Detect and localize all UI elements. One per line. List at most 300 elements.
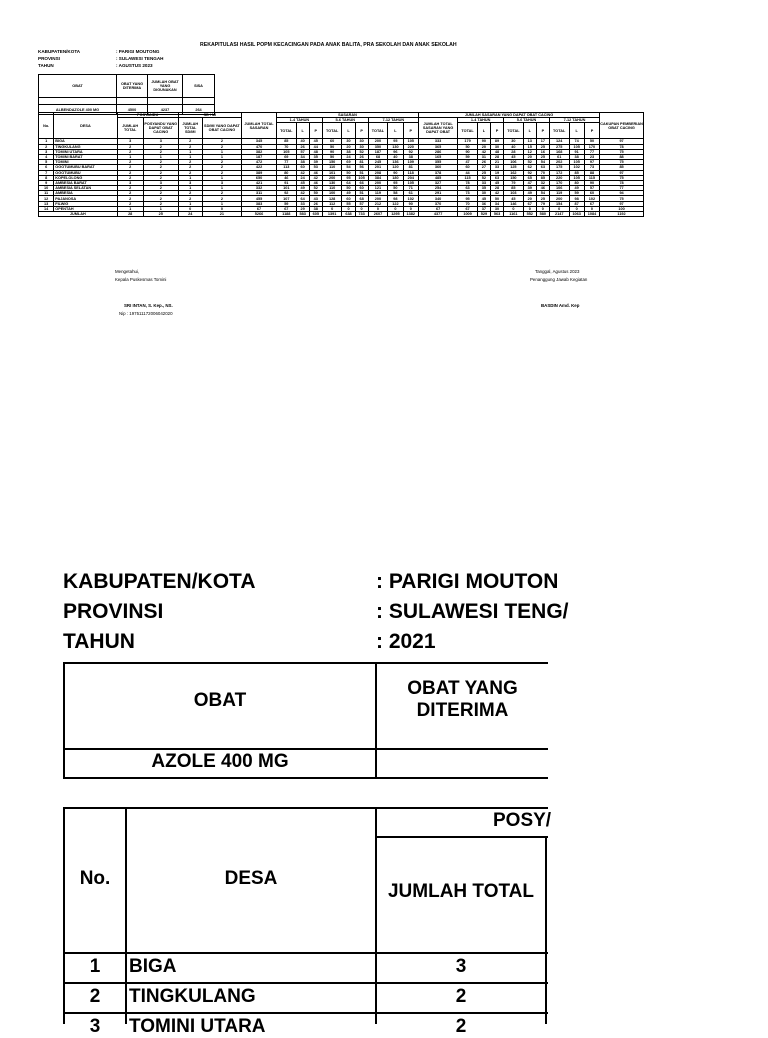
meta-label: KABUPATEN/KOTA xyxy=(38,49,81,54)
table-cell: 88 xyxy=(600,154,644,159)
total-cell: 1009 xyxy=(458,212,478,217)
zoom-posyandu-header: POSY/ xyxy=(493,810,552,831)
table-cell: 33 xyxy=(477,180,490,185)
table-cell: 35 xyxy=(309,154,322,159)
table-cell: 97 xyxy=(600,201,644,206)
table-cell: 21 xyxy=(490,160,503,165)
table-cell: 34 xyxy=(296,154,309,159)
drug-sisa: 264 xyxy=(183,105,215,115)
table-cell: 355 xyxy=(418,160,457,165)
table-cell: 0 xyxy=(549,206,569,211)
table-cell: 45 xyxy=(504,196,524,201)
table-cell: 19 xyxy=(490,170,503,175)
table-cell: 254 xyxy=(418,186,457,191)
table-cell: 46 xyxy=(276,175,296,180)
table-cell: 51 xyxy=(355,191,368,196)
village-name-cell: OPENTAH xyxy=(54,206,117,211)
total-cell: 1192 xyxy=(600,212,644,217)
table-cell: 220 xyxy=(549,175,569,180)
table-cell: 187 xyxy=(368,149,388,154)
table-cell: 59 xyxy=(458,154,478,159)
drug-header-digunakan: JUMLAH OBAT YANG DIGUNAKAN xyxy=(148,75,183,98)
table-cell: 220 xyxy=(403,144,418,149)
table-cell: 291 xyxy=(418,191,457,196)
table-cell: 98 xyxy=(569,196,584,201)
table-cell: 40 xyxy=(504,144,524,149)
table-cell: 327 xyxy=(418,180,457,185)
table-cell: 29 xyxy=(296,206,309,211)
table-cell: 119 xyxy=(549,191,569,196)
zoom-desa-header: DESA xyxy=(224,868,278,889)
zoom-meta-value: : 2021 xyxy=(376,630,436,653)
table-cell: 180 xyxy=(388,175,403,180)
village-name-cell: AMBESIA xyxy=(54,191,117,196)
table-cell: 204 xyxy=(403,175,418,180)
table-cell: 245 xyxy=(368,160,388,165)
table-cell: 275 xyxy=(549,144,569,149)
header-posyandu-dapat: POSYANDU YANG DAPAT OBAT CACING xyxy=(143,118,178,139)
zoom-obat-diterima-header: OBAT YANG DITERIMA xyxy=(407,678,518,721)
table-cell: 1 xyxy=(178,149,202,154)
table-cell: 78 xyxy=(600,180,644,185)
total-cell: 605 xyxy=(309,212,322,217)
table-cell: 31 xyxy=(477,154,490,159)
table-cell: 67 xyxy=(458,206,478,211)
table-cell: 46 xyxy=(309,180,322,185)
table-cell: 52 xyxy=(523,160,536,165)
header-sasaran-dapat-obat: JUMLAH SASARAN YANG DAPAT OBAT CACING xyxy=(418,113,599,118)
table-cell: 33 xyxy=(490,165,503,170)
table-cell: 90 xyxy=(477,139,490,144)
table-cell: 2 xyxy=(117,196,143,201)
meta-tahun xyxy=(38,63,153,68)
table-cell: 44 xyxy=(309,144,322,149)
table-cell: 101 xyxy=(322,170,342,175)
village-name-cell: TINGKULANG xyxy=(54,144,117,149)
drug-digunakan: 4237 xyxy=(148,105,183,115)
table-cell: 47 xyxy=(523,180,536,185)
table-cell: 56 xyxy=(355,165,368,170)
table-cell: 24 xyxy=(296,175,309,180)
table-cell: 78 xyxy=(458,180,478,185)
table-cell: 125 xyxy=(504,165,524,170)
table-cell: 170 xyxy=(549,180,569,185)
table-cell: 333 xyxy=(418,139,457,144)
table-cell: 9 xyxy=(39,180,54,185)
zoom-meta-provinsi xyxy=(63,600,569,624)
table-cell: 0 xyxy=(202,206,241,211)
header-no: No. xyxy=(39,113,54,139)
table-cell: 105 xyxy=(569,144,584,149)
table-cell: 1 xyxy=(202,201,241,206)
table-cell: 85 xyxy=(600,165,644,170)
village-name-cell: FILWIG xyxy=(54,201,117,206)
table-cell: 26 xyxy=(296,144,309,149)
table-cell: 32 xyxy=(536,180,549,185)
zoom-no-header: No. xyxy=(79,868,111,889)
header-age-5-6: 5-6 TAHUN xyxy=(504,118,550,123)
table-cell: 421 xyxy=(242,180,277,185)
table-cell: 2 xyxy=(117,149,143,154)
table-cell: 13 xyxy=(523,139,536,144)
header-l: L xyxy=(569,123,584,139)
header-total: TOTAL xyxy=(549,123,569,139)
header-jumlah-total-dapat: JUMLAH TOTAL SASARAN YANG DAPAT OBAT xyxy=(418,118,457,139)
table-cell: 2 xyxy=(117,201,143,206)
table-cell: 68 xyxy=(368,154,388,159)
table-cell: 57 xyxy=(296,149,309,154)
total-cell: 552 xyxy=(523,212,536,217)
table-cell: 45 xyxy=(309,139,322,144)
table-cell: 78 xyxy=(600,144,644,149)
table-cell: 455 xyxy=(242,196,277,201)
table-cell: 73 xyxy=(584,165,599,170)
table-cell: 179 xyxy=(458,139,478,144)
table-cell: 46 xyxy=(309,170,322,175)
total-cell: 1295 xyxy=(388,212,403,217)
table-cell: 20 xyxy=(523,196,536,201)
table-cell: 170 xyxy=(584,144,599,149)
total-cell: 25 xyxy=(143,212,178,217)
table-cell: 340 xyxy=(418,196,457,201)
table-cell: 96 xyxy=(388,149,403,154)
table-cell: 50 xyxy=(322,144,342,149)
table-cell: 51 xyxy=(355,170,368,175)
table-cell: 119 xyxy=(368,191,388,196)
table-cell: 66 xyxy=(355,180,368,185)
main-recap-table xyxy=(38,112,644,217)
table-cell: 52 xyxy=(477,175,490,180)
header-total: TOTAL xyxy=(368,123,388,139)
table-cell: 2 xyxy=(143,144,178,149)
meta-provinsi xyxy=(38,56,164,61)
table-cell: 63 xyxy=(458,186,478,191)
table-cell: 98 xyxy=(388,196,403,201)
table-cell: 286 xyxy=(418,149,457,154)
table-cell: 38 xyxy=(403,154,418,159)
table-cell: 200 xyxy=(322,175,342,180)
table-cell: 0 xyxy=(536,206,549,211)
table-cell: 470 xyxy=(242,144,277,149)
zoom-meta-label: PROVINSI xyxy=(63,600,164,623)
zoom-meta-label: KABUPATEN/KOTA xyxy=(63,570,256,593)
table-cell: 97 xyxy=(600,139,644,144)
table-cell: 20 xyxy=(477,144,490,149)
table-cell: 130 xyxy=(388,144,403,149)
table-cell: 70 xyxy=(458,201,478,206)
table-cell: 7 xyxy=(39,170,54,175)
table-cell: 0 xyxy=(355,206,368,211)
table-cell: 1 xyxy=(178,186,202,191)
table-cell: 74 xyxy=(569,139,584,144)
table-cell: 187 xyxy=(242,154,277,159)
table-cell: 422 xyxy=(242,165,277,170)
table-cell: 42 xyxy=(296,170,309,175)
table-cell: 85 xyxy=(504,186,524,191)
table-cell: 165 xyxy=(418,154,457,159)
total-cell: 529 xyxy=(477,212,490,217)
table-cell: 350 xyxy=(368,144,388,149)
zoom-row-desa: BIGA xyxy=(129,956,177,977)
table-cell: 1 xyxy=(202,154,241,159)
table-cell: 49 xyxy=(296,186,309,191)
table-cell: 0 xyxy=(403,206,418,211)
table-cell: 3 xyxy=(143,180,178,185)
table-cell: 14 xyxy=(39,206,54,211)
total-cell: 28 xyxy=(117,212,143,217)
table-cell: 25 xyxy=(536,196,549,201)
table-cell: 389 xyxy=(242,170,277,175)
table-cell: 65 xyxy=(523,175,536,180)
table-cell: 12 xyxy=(523,149,536,154)
table-cell: 1 xyxy=(178,154,202,159)
table-cell: 3 xyxy=(39,149,54,154)
total-label: JUMLAH xyxy=(39,212,118,217)
table-cell: 48 xyxy=(309,149,322,154)
table-cell: 102 xyxy=(403,196,418,201)
table-cell: 128 xyxy=(322,196,342,201)
table-cell: 97 xyxy=(600,170,644,175)
table-cell: 45 xyxy=(490,180,503,185)
table-cell: 68 xyxy=(355,196,368,201)
table-cell: 49 xyxy=(569,186,584,191)
table-cell: 60 xyxy=(584,191,599,196)
table-cell: 0 xyxy=(504,206,524,211)
village-name-cell: BIGA xyxy=(54,139,117,144)
table-cell: 2 xyxy=(178,170,202,175)
drug-diterima: 4500 xyxy=(117,105,148,115)
table-cell: 73 xyxy=(458,191,478,196)
table-cell: 208 xyxy=(368,170,388,175)
table-cell: 150 xyxy=(504,175,524,180)
header-total: TOTAL xyxy=(276,123,296,139)
table-cell: 1 xyxy=(202,186,241,191)
sig-right-name: BASDIN Amd. Kep xyxy=(541,303,580,308)
table-cell: 30 xyxy=(342,139,355,144)
table-cell: 101 xyxy=(276,186,296,191)
table-cell: 71 xyxy=(403,186,418,191)
table-cell: 23 xyxy=(584,154,599,159)
table-cell: 384 xyxy=(368,175,388,180)
table-cell: 20 xyxy=(523,154,536,159)
table-cell: 12 xyxy=(39,196,54,201)
table-cell: 85 xyxy=(569,170,584,175)
table-cell: 75 xyxy=(600,149,644,154)
total-cell: 1391 xyxy=(322,212,342,217)
table-cell: 106 xyxy=(504,160,524,165)
meta-value: : PARIGI MOUTONG xyxy=(116,49,160,54)
table-cell: 91 xyxy=(276,180,296,185)
total-cell: 1084 xyxy=(584,212,599,217)
table-cell: 110 xyxy=(322,186,342,191)
table-cell: 2 xyxy=(39,144,54,149)
header-p: P xyxy=(490,123,503,139)
table-cell: 2 xyxy=(178,196,202,201)
table-cell: 79 xyxy=(536,201,549,206)
zoom-meta-value: : PARIGI MOUTON xyxy=(376,570,559,593)
drug-header-diterima: OBAT YANG DITERIMA xyxy=(117,75,148,98)
header-p: P xyxy=(584,123,599,139)
table-cell: 0 xyxy=(368,206,388,211)
table-cell: 92 xyxy=(276,191,296,196)
zoom-meta-label: TAHUN xyxy=(63,630,135,653)
sig-left-nip: Nip : 197511172006042020 xyxy=(119,311,173,316)
header-age-5-6: 5-6 TAHUN xyxy=(322,118,368,123)
village-name-cell: KOPELOLONG xyxy=(54,175,117,180)
table-cell: 2 xyxy=(143,149,178,154)
table-cell: 46 xyxy=(536,186,549,191)
table-cell: 42 xyxy=(477,149,490,154)
village-name-cell: TOMINI UTARA xyxy=(54,149,117,154)
total-cell: 580 xyxy=(536,212,549,217)
table-cell: 5 xyxy=(39,160,54,165)
table-cell: 39 xyxy=(309,160,322,165)
table-cell: 52 xyxy=(309,186,322,191)
table-cell: 50 xyxy=(322,154,342,159)
table-cell: 3 xyxy=(202,180,241,185)
table-cell: 33 xyxy=(296,201,309,206)
table-cell: 2 xyxy=(178,191,202,196)
table-cell: 100 xyxy=(322,191,342,196)
table-cell: 60 xyxy=(296,165,309,170)
table-cell: 2 xyxy=(143,165,178,170)
table-cell: 106 xyxy=(549,186,569,191)
table-cell: 50 xyxy=(490,196,503,201)
table-cell: 1 xyxy=(117,154,143,159)
table-cell: 2 xyxy=(202,139,241,144)
drug-table xyxy=(38,74,215,115)
table-cell: 50 xyxy=(342,170,355,175)
drug-name: ALBENDAZOLE 400 MG xyxy=(39,105,117,115)
table-cell: 50 xyxy=(584,139,599,144)
header-age-7-12: 7-12 TAHUN xyxy=(549,118,599,123)
header-age-1-4: 1-4 TAHUN xyxy=(458,118,504,123)
village-name-cell: TOMINI xyxy=(54,160,117,165)
village-name-cell: AMBESIA SELATAN xyxy=(54,186,117,191)
zoom-row-desa: TOMINI UTARA xyxy=(129,1016,266,1037)
table-cell: 0 xyxy=(584,206,599,211)
table-cell: 172 xyxy=(549,170,569,175)
header-total: TOTAL xyxy=(458,123,478,139)
table-cell: 154 xyxy=(549,201,569,206)
header-jumlah-total-sasaran: JUMLAH TOTAL SASARAN xyxy=(242,113,277,139)
header-sdmi: SD / MI xyxy=(178,113,241,118)
table-cell: 26 xyxy=(309,201,322,206)
table-cell: 80 xyxy=(276,170,296,175)
table-cell: 370 xyxy=(418,201,457,206)
table-cell: 10 xyxy=(39,186,54,191)
table-cell: 70 xyxy=(276,144,296,149)
table-cell: 3 xyxy=(117,180,143,185)
table-cell: 102 xyxy=(584,196,599,201)
table-cell: 201 xyxy=(368,165,388,170)
table-cell: 1 xyxy=(143,154,178,159)
table-cell: 136 xyxy=(388,160,403,165)
zoom-row-val: 3 xyxy=(455,956,467,977)
table-cell: 200 xyxy=(368,139,388,144)
table-cell: 122 xyxy=(388,201,403,206)
header-sdmi-total: JUMLAH TOTAL SD/MI xyxy=(178,118,202,139)
table-cell: 88 xyxy=(584,170,599,175)
table-cell: 81 xyxy=(355,160,368,165)
table-cell: 75 xyxy=(600,160,644,165)
table-cell: 90 xyxy=(388,170,403,175)
table-cell: 69 xyxy=(276,154,296,159)
total-cell: 638 xyxy=(342,212,355,217)
table-cell: 2 xyxy=(117,160,143,165)
table-cell: 40 xyxy=(388,154,403,159)
sig-left-line1: Mengetahui, xyxy=(115,269,140,274)
table-cell: 3 xyxy=(178,180,202,185)
table-cell: 0 xyxy=(178,206,202,211)
table-body xyxy=(39,139,644,212)
table-cell: 67 xyxy=(523,201,536,206)
table-cell: 90 xyxy=(403,201,418,206)
table-cell: 28 xyxy=(504,149,524,154)
table-cell: 25 xyxy=(536,154,549,159)
zoom-row-no: 3 xyxy=(89,1016,101,1037)
table-cell: 15 xyxy=(523,144,536,149)
table-cell: 69 xyxy=(342,160,355,165)
header-p: P xyxy=(536,123,549,139)
table-cell: 2 xyxy=(202,191,241,196)
village-name-cell: OGOTUMUBU xyxy=(54,170,117,175)
village-name-cell: OGOTUMUBU BARAT xyxy=(54,165,117,170)
table-cell: 95 xyxy=(388,139,403,144)
header-total: TOTAL xyxy=(322,123,342,139)
table-cell: 38 xyxy=(296,160,309,165)
table-cell: 58 xyxy=(388,191,403,196)
table-cell: 2 xyxy=(178,139,202,144)
table-cell: 200 xyxy=(549,196,569,201)
table-cell: 64 xyxy=(296,196,309,201)
sig-right-line2: Penanggung Jawab Kegiatan xyxy=(530,277,588,282)
zoom-meta-value: : SULAWESI TENG/ xyxy=(376,600,569,623)
table-cell: 42 xyxy=(296,191,309,196)
table-cell: 383 xyxy=(242,201,277,206)
table-cell: 63 xyxy=(490,175,503,180)
zoom-meta-kabupaten xyxy=(63,570,559,594)
table-cell: 382 xyxy=(242,149,277,154)
table-cell: 75 xyxy=(600,196,644,201)
table-cell: 118 xyxy=(403,170,418,175)
table-cell: 2 xyxy=(143,160,178,165)
table-cell: 2 xyxy=(202,165,241,170)
table-cell: 54 xyxy=(342,165,355,170)
table-cell: 50 xyxy=(388,186,403,191)
table-cell: 2 xyxy=(117,170,143,175)
table-cell: 1 xyxy=(202,175,241,180)
table-cell: 2 xyxy=(178,165,202,170)
table-cell: 1 xyxy=(178,175,202,180)
table-cell: 1 xyxy=(143,206,178,211)
table-cell: 85 xyxy=(536,175,549,180)
table-cell: 115 xyxy=(458,175,478,180)
table-cell: 360 xyxy=(418,165,457,170)
table-cell: 2 xyxy=(178,160,202,165)
header-l: L xyxy=(342,123,355,139)
table-cell: 6 xyxy=(39,165,54,170)
table-cell: 0 xyxy=(523,206,536,211)
total-row xyxy=(39,212,644,217)
table-cell: 0 xyxy=(322,206,342,211)
header-sasaran: SASARAN xyxy=(276,113,418,118)
zoom-drug-name: AZOLE 400 MG xyxy=(151,751,289,772)
table-cell: 202 xyxy=(549,160,569,165)
zoom-row-no: 2 xyxy=(89,986,101,1007)
table-cell: 130 xyxy=(322,180,342,185)
table-cell: 16 xyxy=(536,149,549,154)
